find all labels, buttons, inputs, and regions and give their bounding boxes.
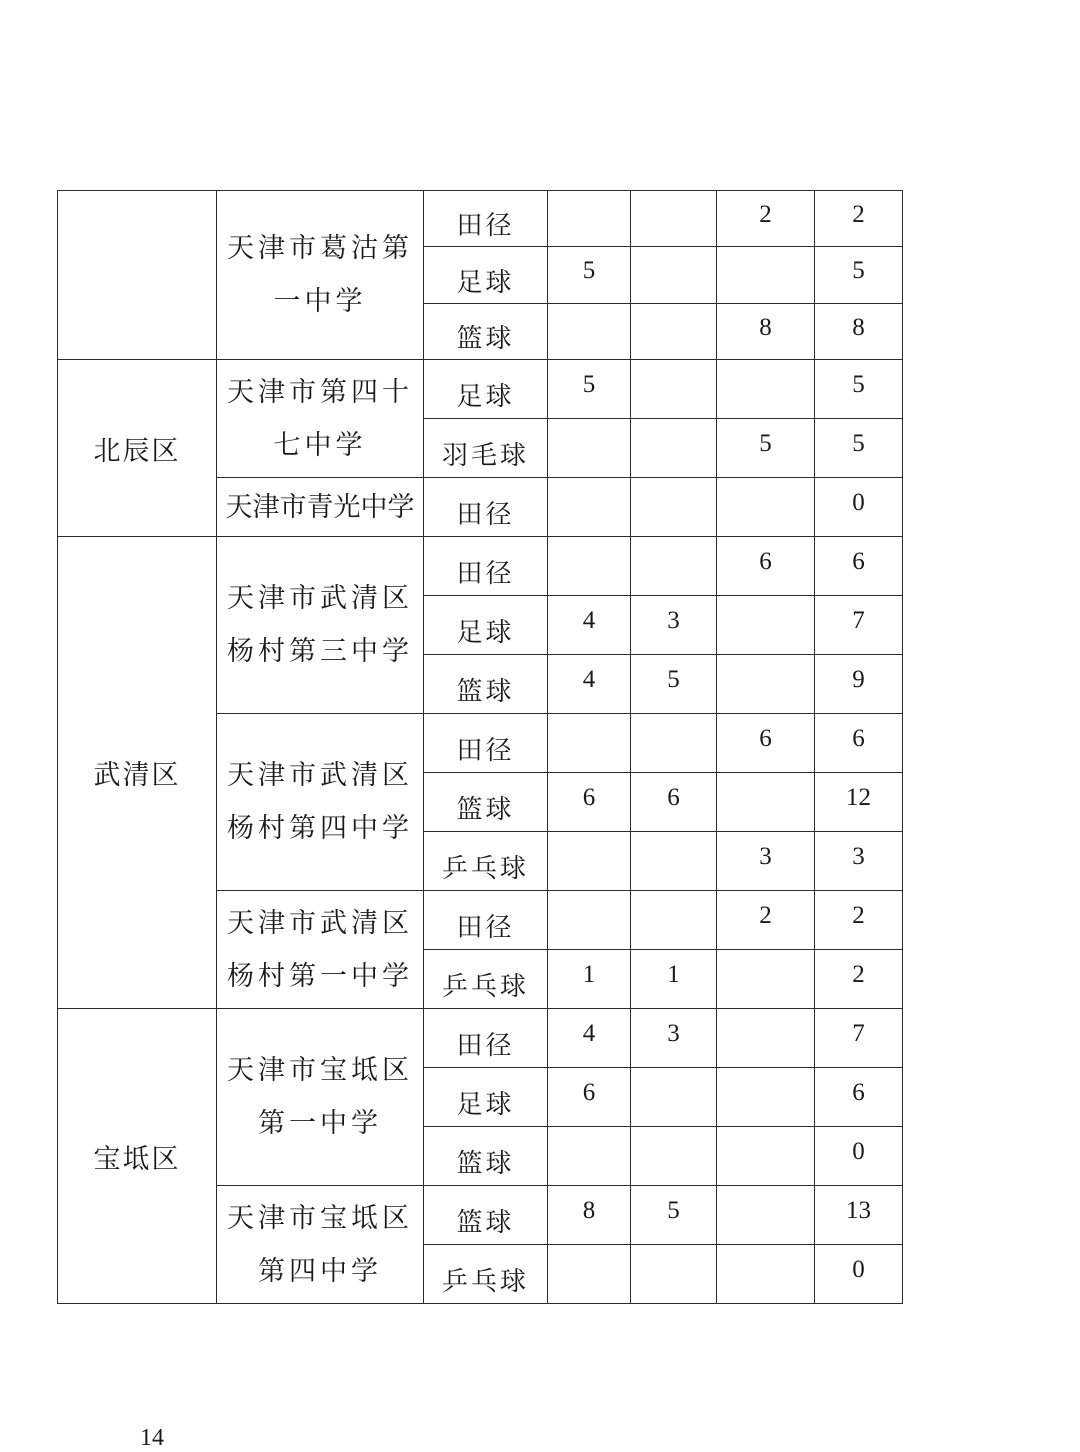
count-cell-c1	[548, 247, 631, 304]
total-count-cell	[815, 655, 903, 714]
count-cell-c1	[548, 537, 631, 596]
count-cell-c3	[717, 832, 815, 891]
total-value: 6	[852, 548, 865, 575]
count-value: 5	[582, 371, 596, 398]
count-value: 4	[582, 1020, 596, 1047]
total-count-cell	[815, 478, 903, 537]
sport-label: 田径	[456, 912, 515, 943]
count-cell-c2	[631, 191, 717, 247]
total-count-cell	[815, 537, 903, 596]
count-cell-c2	[631, 1186, 717, 1245]
count-cell-c3	[717, 478, 815, 537]
count-cell-c1	[548, 1009, 631, 1068]
count-cell-c1	[548, 950, 631, 1009]
sport-cell	[424, 1245, 548, 1304]
total-count-cell	[815, 304, 903, 360]
count-cell-c3	[717, 596, 815, 655]
total-count-cell	[815, 891, 903, 950]
table-body	[58, 191, 903, 1304]
count-cell-c1	[548, 1127, 631, 1186]
count-cell-c2	[631, 537, 717, 596]
sport-label: 篮球	[456, 1148, 515, 1179]
sport-label: 乒乓球	[441, 853, 529, 884]
total-value: 5	[852, 371, 865, 398]
count-value: 5	[667, 1197, 680, 1224]
count-cell-c1	[548, 191, 631, 247]
count-cell-c3	[717, 1186, 815, 1245]
count-cell-c2	[631, 1009, 717, 1068]
district-cell: 北辰区	[58, 360, 217, 537]
sport-label: 篮球	[456, 1207, 515, 1238]
total-count-cell	[815, 419, 903, 478]
count-cell-c1	[548, 360, 631, 419]
count-cell-c1	[548, 596, 631, 655]
sport-label: 篮球	[456, 324, 515, 354]
total-value: 3	[852, 843, 865, 870]
count-cell-c3	[717, 891, 815, 950]
count-value: 6	[582, 1079, 596, 1106]
count-cell-c3	[717, 419, 815, 478]
total-value: 13	[846, 1197, 871, 1224]
sport-label: 乒乓球	[441, 1266, 529, 1297]
sport-cell	[424, 419, 548, 478]
sport-label: 田径	[456, 558, 515, 589]
count-cell-c1	[548, 478, 631, 537]
count-cell-c2	[631, 1068, 717, 1127]
count-value: 1	[582, 961, 596, 988]
school-name-cell: 天津市葛沽第一中学	[217, 191, 424, 360]
count-value: 8	[582, 1197, 596, 1224]
total-value: 5	[852, 257, 865, 284]
count-value: 3	[667, 1020, 680, 1047]
count-value: 8	[759, 313, 772, 341]
sport-label: 羽毛球	[441, 440, 529, 471]
total-value: 8	[852, 313, 865, 341]
sport-label: 篮球	[456, 794, 515, 825]
total-count-cell	[815, 1127, 903, 1186]
total-value: 0	[852, 1256, 865, 1283]
count-value: 1	[667, 961, 680, 988]
district-cell: 武清区	[58, 537, 217, 1009]
table-row	[58, 191, 903, 247]
total-count-cell	[815, 1068, 903, 1127]
table-row	[58, 360, 903, 419]
count-value: 6	[582, 784, 596, 811]
total-value: 2	[852, 902, 865, 929]
page-number: 14	[140, 1425, 164, 1451]
count-cell-c2	[631, 478, 717, 537]
sport-cell	[424, 832, 548, 891]
total-count-cell	[815, 247, 903, 304]
sport-cell	[424, 1186, 548, 1245]
count-cell-c3	[717, 191, 815, 247]
count-cell-c3	[717, 537, 815, 596]
count-cell-c2	[631, 596, 717, 655]
sport-cell	[424, 304, 548, 360]
total-value: 2	[852, 200, 865, 228]
count-cell-c1	[548, 1245, 631, 1304]
total-value: 12	[846, 784, 871, 811]
school-name-cell: 天津市第四十七中学	[217, 360, 424, 478]
count-cell-c2	[631, 891, 717, 950]
count-cell-c3	[717, 247, 815, 304]
school-name-cell: 天津市武清区杨村第三中学	[217, 537, 424, 714]
sport-cell	[424, 655, 548, 714]
sport-label: 田径	[456, 499, 515, 530]
total-count-cell	[815, 1245, 903, 1304]
sport-cell	[424, 247, 548, 304]
count-cell-c1	[548, 891, 631, 950]
count-cell-c1	[548, 304, 631, 360]
total-count-cell	[815, 596, 903, 655]
count-value: 6	[759, 725, 772, 752]
count-cell-c3	[717, 950, 815, 1009]
count-cell-c2	[631, 655, 717, 714]
total-count-cell	[815, 714, 903, 773]
table-row	[58, 537, 903, 596]
sport-label: 田径	[456, 1030, 515, 1061]
sport-cell	[424, 596, 548, 655]
count-cell-c1	[548, 773, 631, 832]
sport-label: 乒乓球	[441, 971, 529, 1002]
count-cell-c2	[631, 832, 717, 891]
count-cell-c1	[548, 419, 631, 478]
sport-cell	[424, 191, 548, 247]
count-value: 4	[582, 666, 596, 693]
total-value: 5	[852, 430, 865, 457]
sport-label: 篮球	[456, 676, 515, 707]
school-name-cell: 天津市青光中学	[217, 478, 424, 537]
count-cell-c3	[717, 773, 815, 832]
total-count-cell	[815, 1186, 903, 1245]
count-value: 3	[759, 843, 772, 870]
sport-label: 田径	[456, 735, 515, 766]
count-cell-c2	[631, 714, 717, 773]
count-cell-c2	[631, 950, 717, 1009]
count-cell-c3	[717, 714, 815, 773]
count-cell-c2	[631, 773, 717, 832]
district-cell	[58, 191, 217, 360]
total-value: 0	[852, 1138, 865, 1165]
table-row	[58, 1009, 903, 1068]
sport-label: 足球	[456, 1089, 515, 1120]
enrollment-table	[57, 190, 903, 1304]
sport-cell	[424, 537, 548, 596]
sport-cell	[424, 773, 548, 832]
total-count-cell	[815, 832, 903, 891]
school-name-cell: 天津市武清区杨村第四中学	[217, 714, 424, 891]
district-cell: 宝坻区	[58, 1009, 217, 1304]
count-cell-c2	[631, 1245, 717, 1304]
sport-cell	[424, 891, 548, 950]
total-count-cell	[815, 191, 903, 247]
count-cell-c1	[548, 714, 631, 773]
count-cell-c1	[548, 832, 631, 891]
sport-cell	[424, 1009, 548, 1068]
total-value: 2	[852, 961, 865, 988]
count-cell-c3	[717, 655, 815, 714]
sport-label: 足球	[456, 381, 515, 412]
sport-cell	[424, 1127, 548, 1186]
count-value: 4	[582, 607, 596, 634]
total-count-cell	[815, 1009, 903, 1068]
count-cell-c3	[717, 1068, 815, 1127]
count-cell-c1	[548, 1068, 631, 1127]
total-value: 7	[852, 1020, 865, 1047]
count-value: 3	[667, 607, 680, 634]
sport-cell	[424, 478, 548, 537]
total-count-cell	[815, 950, 903, 1009]
total-count-cell	[815, 773, 903, 832]
count-cell-c1	[548, 655, 631, 714]
school-name-cell: 天津市宝坻区第一中学	[217, 1009, 424, 1186]
count-value: 5	[582, 257, 596, 284]
total-value: 6	[852, 1079, 865, 1106]
total-value: 7	[852, 607, 865, 634]
count-value: 6	[759, 548, 772, 575]
count-value: 6	[667, 784, 680, 811]
count-value: 5	[759, 430, 772, 457]
sport-cell	[424, 360, 548, 419]
count-cell-c2	[631, 1127, 717, 1186]
count-cell-c2	[631, 419, 717, 478]
total-value: 6	[852, 725, 865, 752]
count-value: 2	[759, 902, 772, 929]
count-value: 2	[759, 200, 772, 228]
count-cell-c3	[717, 1245, 815, 1304]
sport-label: 田径	[456, 211, 515, 241]
count-cell-c3	[717, 360, 815, 419]
count-cell-c2	[631, 247, 717, 304]
sport-label: 足球	[456, 617, 515, 648]
count-cell-c3	[717, 1127, 815, 1186]
count-cell-c3	[717, 1009, 815, 1068]
sport-label: 足球	[456, 267, 515, 298]
school-name-cell: 天津市宝坻区第四中学	[217, 1186, 424, 1304]
count-value: 5	[667, 666, 680, 693]
total-count-cell	[815, 360, 903, 419]
sport-cell	[424, 950, 548, 1009]
sport-cell	[424, 1068, 548, 1127]
total-value: 9	[852, 666, 865, 693]
count-cell-c2	[631, 304, 717, 360]
count-cell-c2	[631, 360, 717, 419]
sport-cell	[424, 714, 548, 773]
count-cell-c1	[548, 1186, 631, 1245]
count-cell-c3	[717, 304, 815, 360]
total-value: 0	[852, 489, 865, 516]
school-name-cell: 天津市武清区杨村第一中学	[217, 891, 424, 1009]
